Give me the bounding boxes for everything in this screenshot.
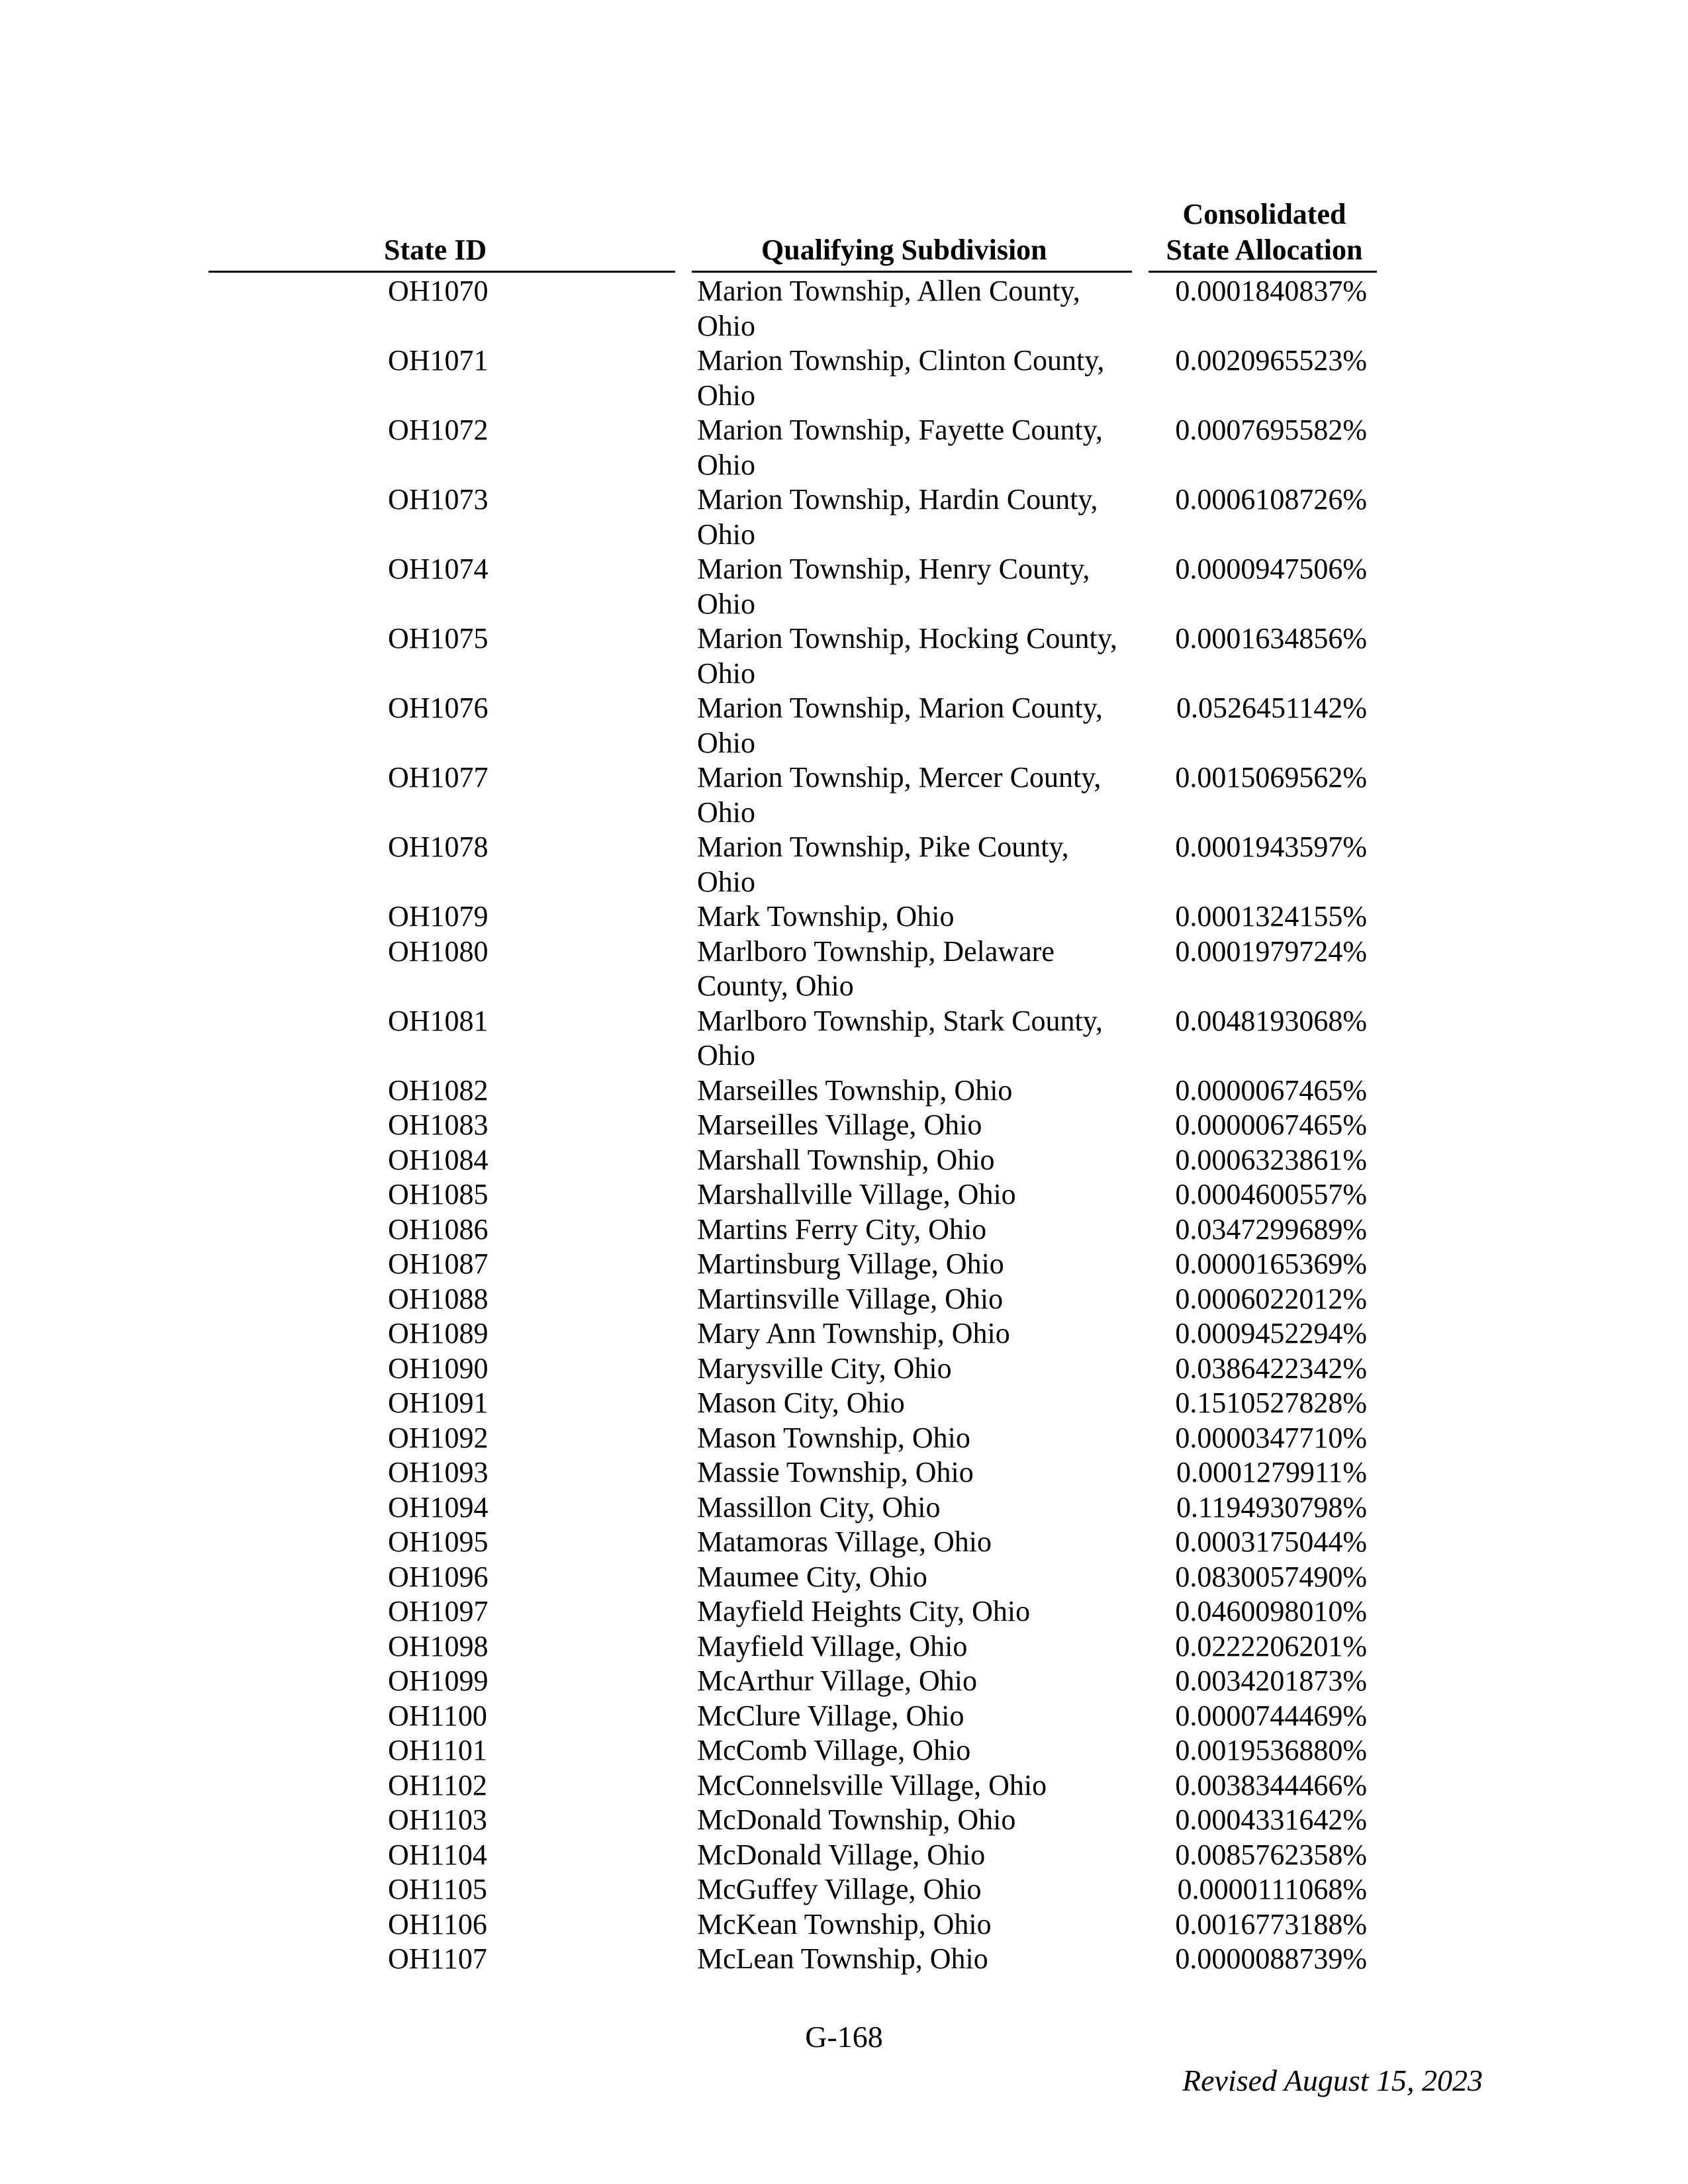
state-id-cell: OH1101 [388,1734,487,1766]
table-row [0,1455,1688,1490]
header-allocation-line1: Consolidated [1182,198,1346,230]
state-id-cell: OH1078 [388,831,489,863]
allocation-cell: 0.0085762358% [1175,1838,1367,1871]
allocation-cell: 0.1510527828% [1175,1387,1367,1419]
state-id-cell: OH1088 [388,1282,489,1315]
allocation-cell: 0.0000347710% [1175,1421,1367,1454]
state-id-cell: OH1085 [388,1178,489,1210]
subdivision-cell: Marion Township, Allen County, Ohio [697,275,1080,342]
state-id-cell: OH1103 [388,1803,487,1836]
table-row [0,830,1688,899]
subdivision-cell: McConnelsville Village, Ohio [697,1768,1047,1801]
table-row [0,1004,1688,1073]
subdivision-cell: Massillon City, Ohio [697,1490,941,1524]
state-id-cell: OH1097 [388,1595,489,1627]
allocation-cell: 0.0000165369% [1175,1248,1367,1280]
table-row [0,1942,1688,1977]
allocation-cell: 0.0000947506% [1175,553,1367,585]
table-row [0,1316,1688,1351]
table-row [0,760,1688,830]
table-row [0,1629,1688,1664]
allocation-cell: 0.0007695582% [1175,414,1367,446]
page-number: G-168 [805,2020,883,2054]
table-row [0,1108,1688,1143]
allocation-cell: 0.0038344466% [1175,1768,1367,1801]
state-id-cell: OH1091 [388,1387,489,1419]
allocation-cell: 0.0000067465% [1175,1109,1367,1141]
allocation-cell: 0.0001979724% [1175,934,1367,968]
table-row [0,1872,1688,1907]
subdivision-cell: Marlboro Township, Delaware County, Ohio [697,934,1055,1002]
state-id-cell: OH1102 [388,1768,487,1801]
allocation-cell: 0.0034201873% [1175,1664,1367,1697]
state-id-cell: OH1105 [388,1873,487,1905]
header-allocation-line2: State Allocation [1166,234,1363,266]
table-row [0,1560,1688,1595]
subdivision-cell: Marion Township, Pike County, Ohio [697,831,1069,898]
state-id-cell: OH1092 [388,1421,489,1454]
table-row [0,691,1688,760]
allocation-cell: 0.0001279911% [1176,1456,1367,1488]
allocation-cell: 0.0000088739% [1175,1942,1367,1975]
table-row [0,1594,1688,1629]
state-id-cell: OH1093 [388,1456,489,1488]
state-id-cell: OH1095 [388,1525,489,1558]
allocation-table [0,274,1688,1977]
subdivision-cell: McDonald Township, Ohio [697,1803,1016,1836]
subdivision-cell: McKean Township, Ohio [697,1907,992,1940]
state-id-cell: OH1096 [388,1560,489,1593]
state-id-cell: OH1072 [388,414,489,446]
revision-date: Revised August 15, 2023 [1182,2064,1483,2097]
state-id-cell: OH1083 [388,1109,489,1141]
header-state-id: State ID [384,234,487,266]
subdivision-cell: Marion Township, Marion County, Ohio [697,692,1103,759]
table-header [0,195,1688,272]
table-row [0,552,1688,621]
table-row [0,934,1688,1004]
state-id-cell: OH1106 [388,1907,487,1940]
table-row [0,1699,1688,1734]
table-row [0,274,1688,343]
subdivision-cell: McGuffey Village, Ohio [697,1873,982,1905]
subdivision-cell: Massie Township, Ohio [697,1456,974,1488]
subdivision-cell: Mayfield Heights City, Ohio [697,1595,1031,1627]
allocation-cell: 0.0003175044% [1175,1525,1367,1558]
table-row [0,1490,1688,1525]
allocation-cell: 0.0000111068% [1177,1873,1367,1905]
state-id-cell: OH1071 [388,344,489,377]
state-id-cell: OH1075 [388,622,489,655]
allocation-cell: 0.0386422342% [1175,1351,1367,1385]
allocation-cell: 0.0001634856% [1175,622,1367,655]
allocation-cell: 0.0000067465% [1175,1073,1367,1107]
header-consolidated-state-allocation [1152,197,1377,268]
header-qualifying-subdivision: Qualifying Subdivision [761,234,1047,266]
state-id-cell: OH1081 [388,1004,489,1037]
allocation-cell: 0.0460098010% [1175,1595,1367,1627]
allocation-cell: 0.0830057490% [1175,1560,1367,1593]
state-id-cell: OH1087 [388,1248,489,1280]
subdivision-cell: Mason Township, Ohio [697,1421,970,1454]
allocation-cell: 0.0001840837% [1175,275,1367,307]
table-row [0,1143,1688,1178]
subdivision-cell: Martinsburg Village, Ohio [697,1248,1004,1280]
header-rule-subdivision [692,271,1132,273]
table-row [0,1525,1688,1560]
table-row [0,343,1688,413]
allocation-cell: 0.0526451142% [1176,692,1367,724]
table-row [0,621,1688,691]
allocation-cell: 0.0004600557% [1175,1178,1367,1210]
subdivision-cell: McLean Township, Ohio [697,1942,988,1975]
allocation-cell: 0.0006323861% [1175,1143,1367,1176]
subdivision-cell: McClure Village, Ohio [697,1699,964,1732]
subdivision-cell: Mason City, Ohio [697,1387,905,1419]
subdivision-cell: Marion Township, Clinton County, Ohio [697,344,1105,412]
subdivision-cell: Marion Township, Hocking County, Ohio [697,622,1117,690]
allocation-cell: 0.0004331642% [1175,1803,1367,1836]
subdivision-cell: Martinsville Village, Ohio [697,1282,1004,1315]
table-row [0,1351,1688,1387]
allocation-cell: 0.0015069562% [1175,761,1367,794]
subdivision-cell: Martins Ferry City, Ohio [697,1212,987,1246]
allocation-cell: 0.0016773188% [1175,1907,1367,1940]
subdivision-cell: Marion Township, Fayette County, Ohio [697,414,1103,481]
state-id-cell: OH1073 [388,483,489,516]
table-row [0,1177,1688,1212]
subdivision-cell: Marseilles Township, Ohio [697,1073,1013,1107]
state-id-cell: OH1070 [388,275,489,307]
subdivision-cell: Mark Township, Ohio [697,900,955,933]
table-row [0,1073,1688,1109]
subdivision-cell: Mayfield Village, Ohio [697,1629,968,1662]
table-row [0,899,1688,934]
state-id-cell: OH1098 [388,1629,489,1662]
header-rule-state-id [209,271,675,273]
state-id-cell: OH1080 [388,934,489,968]
subdivision-cell: Marysville City, Ohio [697,1351,952,1385]
allocation-cell: 0.0006108726% [1175,483,1367,516]
allocation-cell: 0.0048193068% [1175,1004,1367,1037]
subdivision-cell: Maumee City, Ohio [697,1560,927,1593]
allocation-cell: 0.0000744469% [1175,1699,1367,1732]
allocation-cell: 0.0020965523% [1175,344,1367,377]
header-rule-allocation [1149,271,1377,273]
table-row [0,1386,1688,1421]
allocation-cell: 0.0019536880% [1175,1734,1367,1766]
state-id-cell: OH1094 [388,1490,489,1524]
state-id-cell: OH1077 [388,761,489,794]
table-row [0,1421,1688,1456]
table-row [0,1733,1688,1768]
state-id-cell: OH1090 [388,1351,489,1385]
subdivision-cell: Marshallville Village, Ohio [697,1178,1016,1210]
table-row [0,1803,1688,1838]
subdivision-cell: Mary Ann Township, Ohio [697,1317,1010,1349]
state-id-cell: OH1100 [388,1699,487,1732]
allocation-cell: 0.0009452294% [1175,1317,1367,1349]
state-id-cell: OH1074 [388,553,489,585]
allocation-cell: 0.0001943597% [1175,831,1367,863]
table-row [0,1212,1688,1248]
table-row [0,1768,1688,1803]
state-id-cell: OH1107 [388,1942,487,1975]
subdivision-cell: McDonald Village, Ohio [697,1838,986,1871]
subdivision-cell: Marlboro Township, Stark County, Ohio [697,1004,1103,1071]
table-row [0,1282,1688,1317]
allocation-cell: 0.0001324155% [1175,900,1367,933]
subdivision-cell: McComb Village, Ohio [697,1734,971,1766]
state-id-cell: OH1104 [388,1838,487,1871]
table-row [0,413,1688,482]
subdivision-cell: McArthur Village, Ohio [697,1664,978,1697]
state-id-cell: OH1089 [388,1317,489,1349]
subdivision-cell: Marshall Township, Ohio [697,1143,995,1176]
allocation-cell: 0.0347299689% [1175,1212,1367,1246]
state-id-cell: OH1099 [388,1664,489,1697]
subdivision-cell: Marion Township, Hardin County, Ohio [697,483,1098,551]
allocation-cell: 0.1194930798% [1176,1490,1367,1524]
table-row [0,1838,1688,1873]
state-id-cell: OH1082 [388,1073,489,1107]
state-id-cell: OH1079 [388,900,489,933]
state-id-cell: OH1076 [388,692,489,724]
table-row [0,1664,1688,1699]
table-row [0,482,1688,552]
subdivision-cell: Matamoras Village, Ohio [697,1525,992,1558]
subdivision-cell: Marseilles Village, Ohio [697,1109,982,1141]
subdivision-cell: Marion Township, Henry County, Ohio [697,553,1090,620]
state-id-cell: OH1086 [388,1212,489,1246]
table-row [0,1907,1688,1942]
subdivision-cell: Marion Township, Mercer County, Ohio [697,761,1102,829]
allocation-cell: 0.0222206201% [1175,1629,1367,1662]
table-row [0,1247,1688,1282]
state-id-cell: OH1084 [388,1143,489,1176]
allocation-cell: 0.0006022012% [1175,1282,1367,1315]
